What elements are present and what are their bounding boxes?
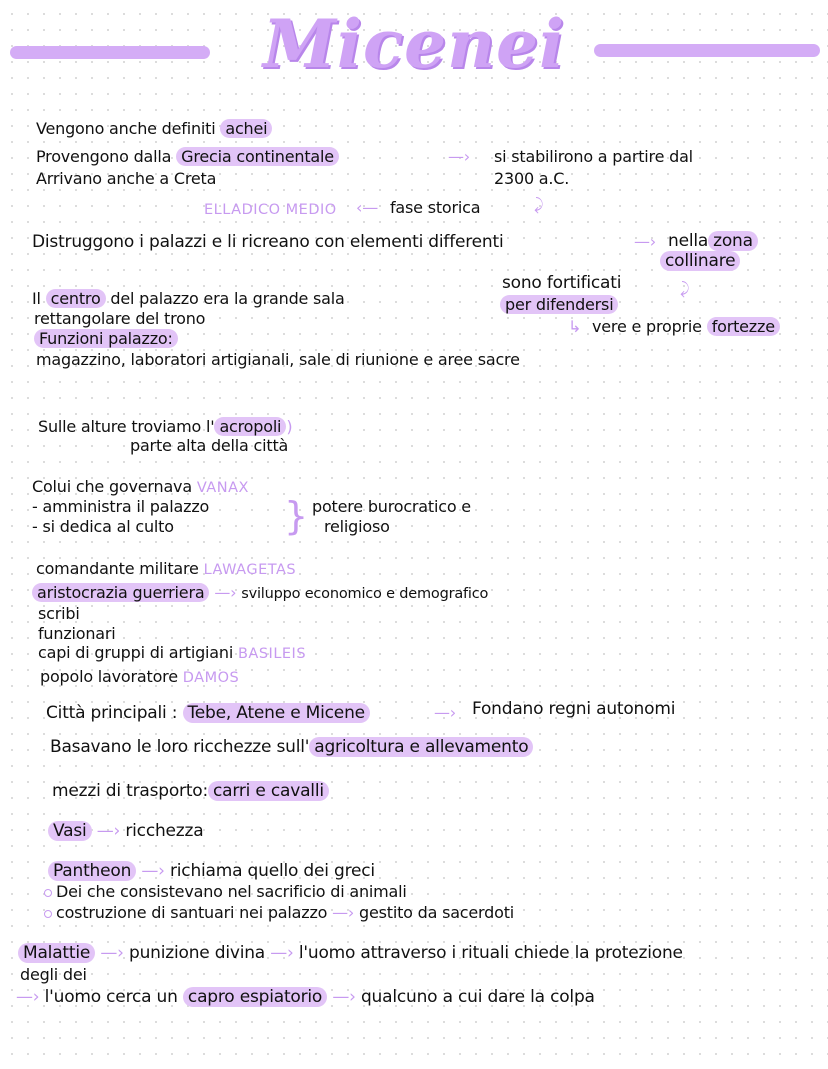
note-line [40,668,239,687]
note-text: Arrivano anche a Creta [36,169,217,188]
highlight: Tebe, Atene e Micene [183,703,370,723]
note-line [668,232,758,250]
note-line [44,883,407,901]
note-text: magazzino, laboratori artigianali, sale di riunione e aree sacre [36,350,520,369]
highlight-difendersi [500,296,618,314]
label-basileis: BASILEIS [237,646,307,662]
text: popolo lavoratore [40,667,178,686]
note-line [48,822,203,840]
highlight: zona [708,231,758,251]
note-text: 2300 a.C. [494,169,570,188]
text: costruzione di santuari nei palazzo [56,903,328,922]
highlight: achei [220,119,272,138]
text: Dei che consistevano nel sacrificio di animali [56,882,407,901]
label-elladico: ELLADICO MEDIO [204,202,337,218]
note-text: fase storica [390,198,481,217]
arrow-right-icon: —› [214,583,237,602]
curve-arrow-icon: ⤸ [534,195,544,214]
highlight-funzioni [34,330,178,348]
note-text: funzionari [38,624,116,643]
text: richiama quello dei greci [170,861,375,881]
text: Il [32,289,41,308]
arrow-right-icon: —› [141,861,165,881]
text: punizione divina [128,943,266,963]
highlight: carri e cavalli [208,781,329,801]
highlight: Funzioni palazzo: [34,329,178,348]
page-title: Micenei [262,5,566,83]
note-line [50,738,533,756]
bullet-icon [44,910,52,918]
note-line [38,644,306,663]
highlight: fortezze [707,317,780,336]
highlight: collinare [660,251,740,271]
note-line [36,120,272,138]
text: comandante militare [36,559,199,578]
text: sviluppo economico e demografico [241,586,489,602]
arrow-right-icon: —› [634,232,656,251]
label-damos: DAMOS [182,670,240,686]
arrow-right-icon: —› [100,943,124,963]
arrow-right-icon: —› [270,943,294,963]
note-line [36,148,339,166]
note-line [38,418,292,436]
arrow-right-icon: —› [16,987,40,1007]
arrow-right-icon: —› [96,821,121,841]
text: vere e proprie [592,317,702,336]
label-lawagetas: LAWAGETAS [203,562,297,578]
note-text: potere burocratico e [312,497,471,516]
curve-arrow-icon: ⤸ [680,279,690,298]
note-line [46,704,370,722]
note-text: si stabilirono a partire dal [494,147,693,166]
note-line [16,988,595,1006]
text: mezzi di trasporto: [52,781,209,801]
highlight: per difendersi [500,295,618,314]
text: qualcuno a cui dare la colpa [360,987,595,1007]
highlight: Grecia continentale [176,147,339,166]
text: capi di gruppi di artigiani [38,643,234,662]
note-line [44,904,514,922]
note-line [32,584,488,603]
return-arrow-icon: ↳ [568,317,582,336]
text: gestito da sacerdoti [359,903,515,922]
arrow-right-icon: —› [448,147,470,166]
note-line [592,318,780,336]
bullet-icon [44,889,52,897]
note-line [48,862,375,880]
arrow-right-icon: —› [332,903,355,922]
highlight: aristocrazia guerriera [32,583,209,602]
note-text: religioso [324,517,390,536]
highlight: Malattie [18,943,95,963]
highlight: Pantheon [48,861,136,881]
highlight: agricoltura e allevamento [309,737,533,757]
highlight-collinare [660,252,740,270]
highlight: capro espiatorio [183,987,327,1007]
text: Sulle alture troviamo l' [38,417,215,436]
arrow-right-icon: —› [332,987,356,1007]
highlight: acropoli [214,417,286,436]
highlight: centro [46,289,106,308]
note-line [52,782,329,800]
note-text: rettangolare del trono [34,309,206,328]
text: Città principali : [46,703,178,723]
note-line [32,478,249,497]
arrow-right-icon: —› [434,703,456,722]
note-text: Distruggono i palazzi e li ricreano con elementi differenti [32,232,504,252]
highlight: Vasi [48,821,92,841]
note-text: degli dei [20,965,87,984]
text: l'uomo attraverso i rituali chiede la protezione [298,943,683,963]
note-text: - si dedica al culto [32,517,174,536]
note-text: sono fortificati [502,273,622,293]
text: Colui che governava [32,477,192,496]
note-text: - amministra il palazzo [32,497,210,516]
text: Vengono anche definiti [36,119,216,138]
label-vanax: VANAX [196,480,249,496]
note-text: parte alta della città [130,436,289,455]
text: del palazzo era la grande sala [110,289,345,308]
bracket-icon: ) [286,417,293,436]
text: Provengono dalla [36,147,172,166]
note-text: scribi [38,604,80,623]
text: nella [668,231,709,251]
text: ricchezza [125,821,204,841]
note-line [18,944,683,962]
arrow-left-icon: ‹— [356,198,378,217]
text: l'uomo cerca un [44,987,178,1007]
brace-icon: } [284,494,308,538]
note-line [32,290,345,308]
note-text: Fondano regni autonomi [472,699,676,719]
text: Basavano le loro ricchezze sull' [50,737,310,757]
note-line [36,560,296,579]
